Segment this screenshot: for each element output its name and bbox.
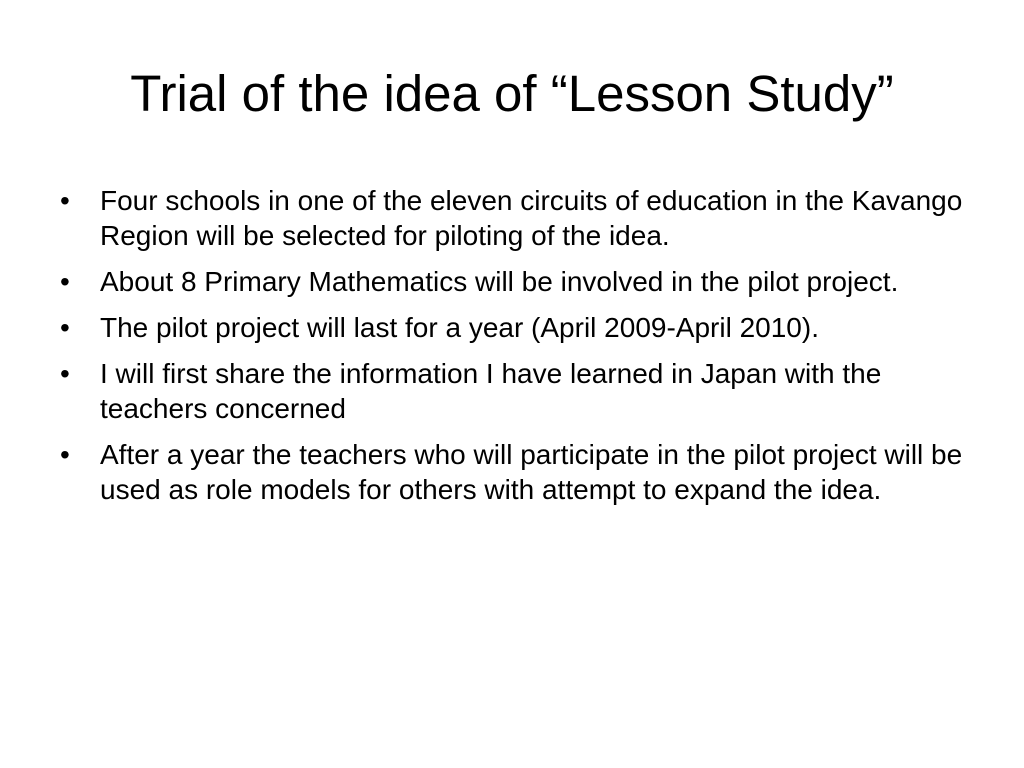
slide-title: Trial of the idea of “Lesson Study” [130, 65, 894, 122]
bullet-text: The pilot project will last for a year (April 2009-April 2010). [100, 312, 819, 343]
bullet-item [60, 437, 980, 507]
bullet-item [60, 183, 980, 253]
bullet-text: About 8 Primary Mathematics will be involved in the pilot project. [100, 266, 899, 297]
bullet-text: After a year the teachers who will participate in the pilot project will be used as role models for others with attempt to expand the idea. [100, 439, 963, 505]
bullet-text: Four schools in one of the eleven circuits of education in the Kavango Region will be selected for piloting of the idea. [100, 185, 963, 251]
bullet-item [60, 356, 980, 426]
bullet-point-icon: • [60, 185, 70, 216]
bullet-point-icon: • [60, 312, 70, 343]
bullet-item [60, 264, 980, 299]
bullet-text: I will first share the information I have learned in Japan with the teachers concerned [100, 358, 882, 424]
bullet-point-icon: • [60, 266, 70, 297]
bullet-list [60, 183, 980, 518]
bullet-point-icon: • [60, 439, 70, 470]
bullet-item [60, 310, 980, 345]
bullet-point-icon: • [60, 358, 70, 389]
